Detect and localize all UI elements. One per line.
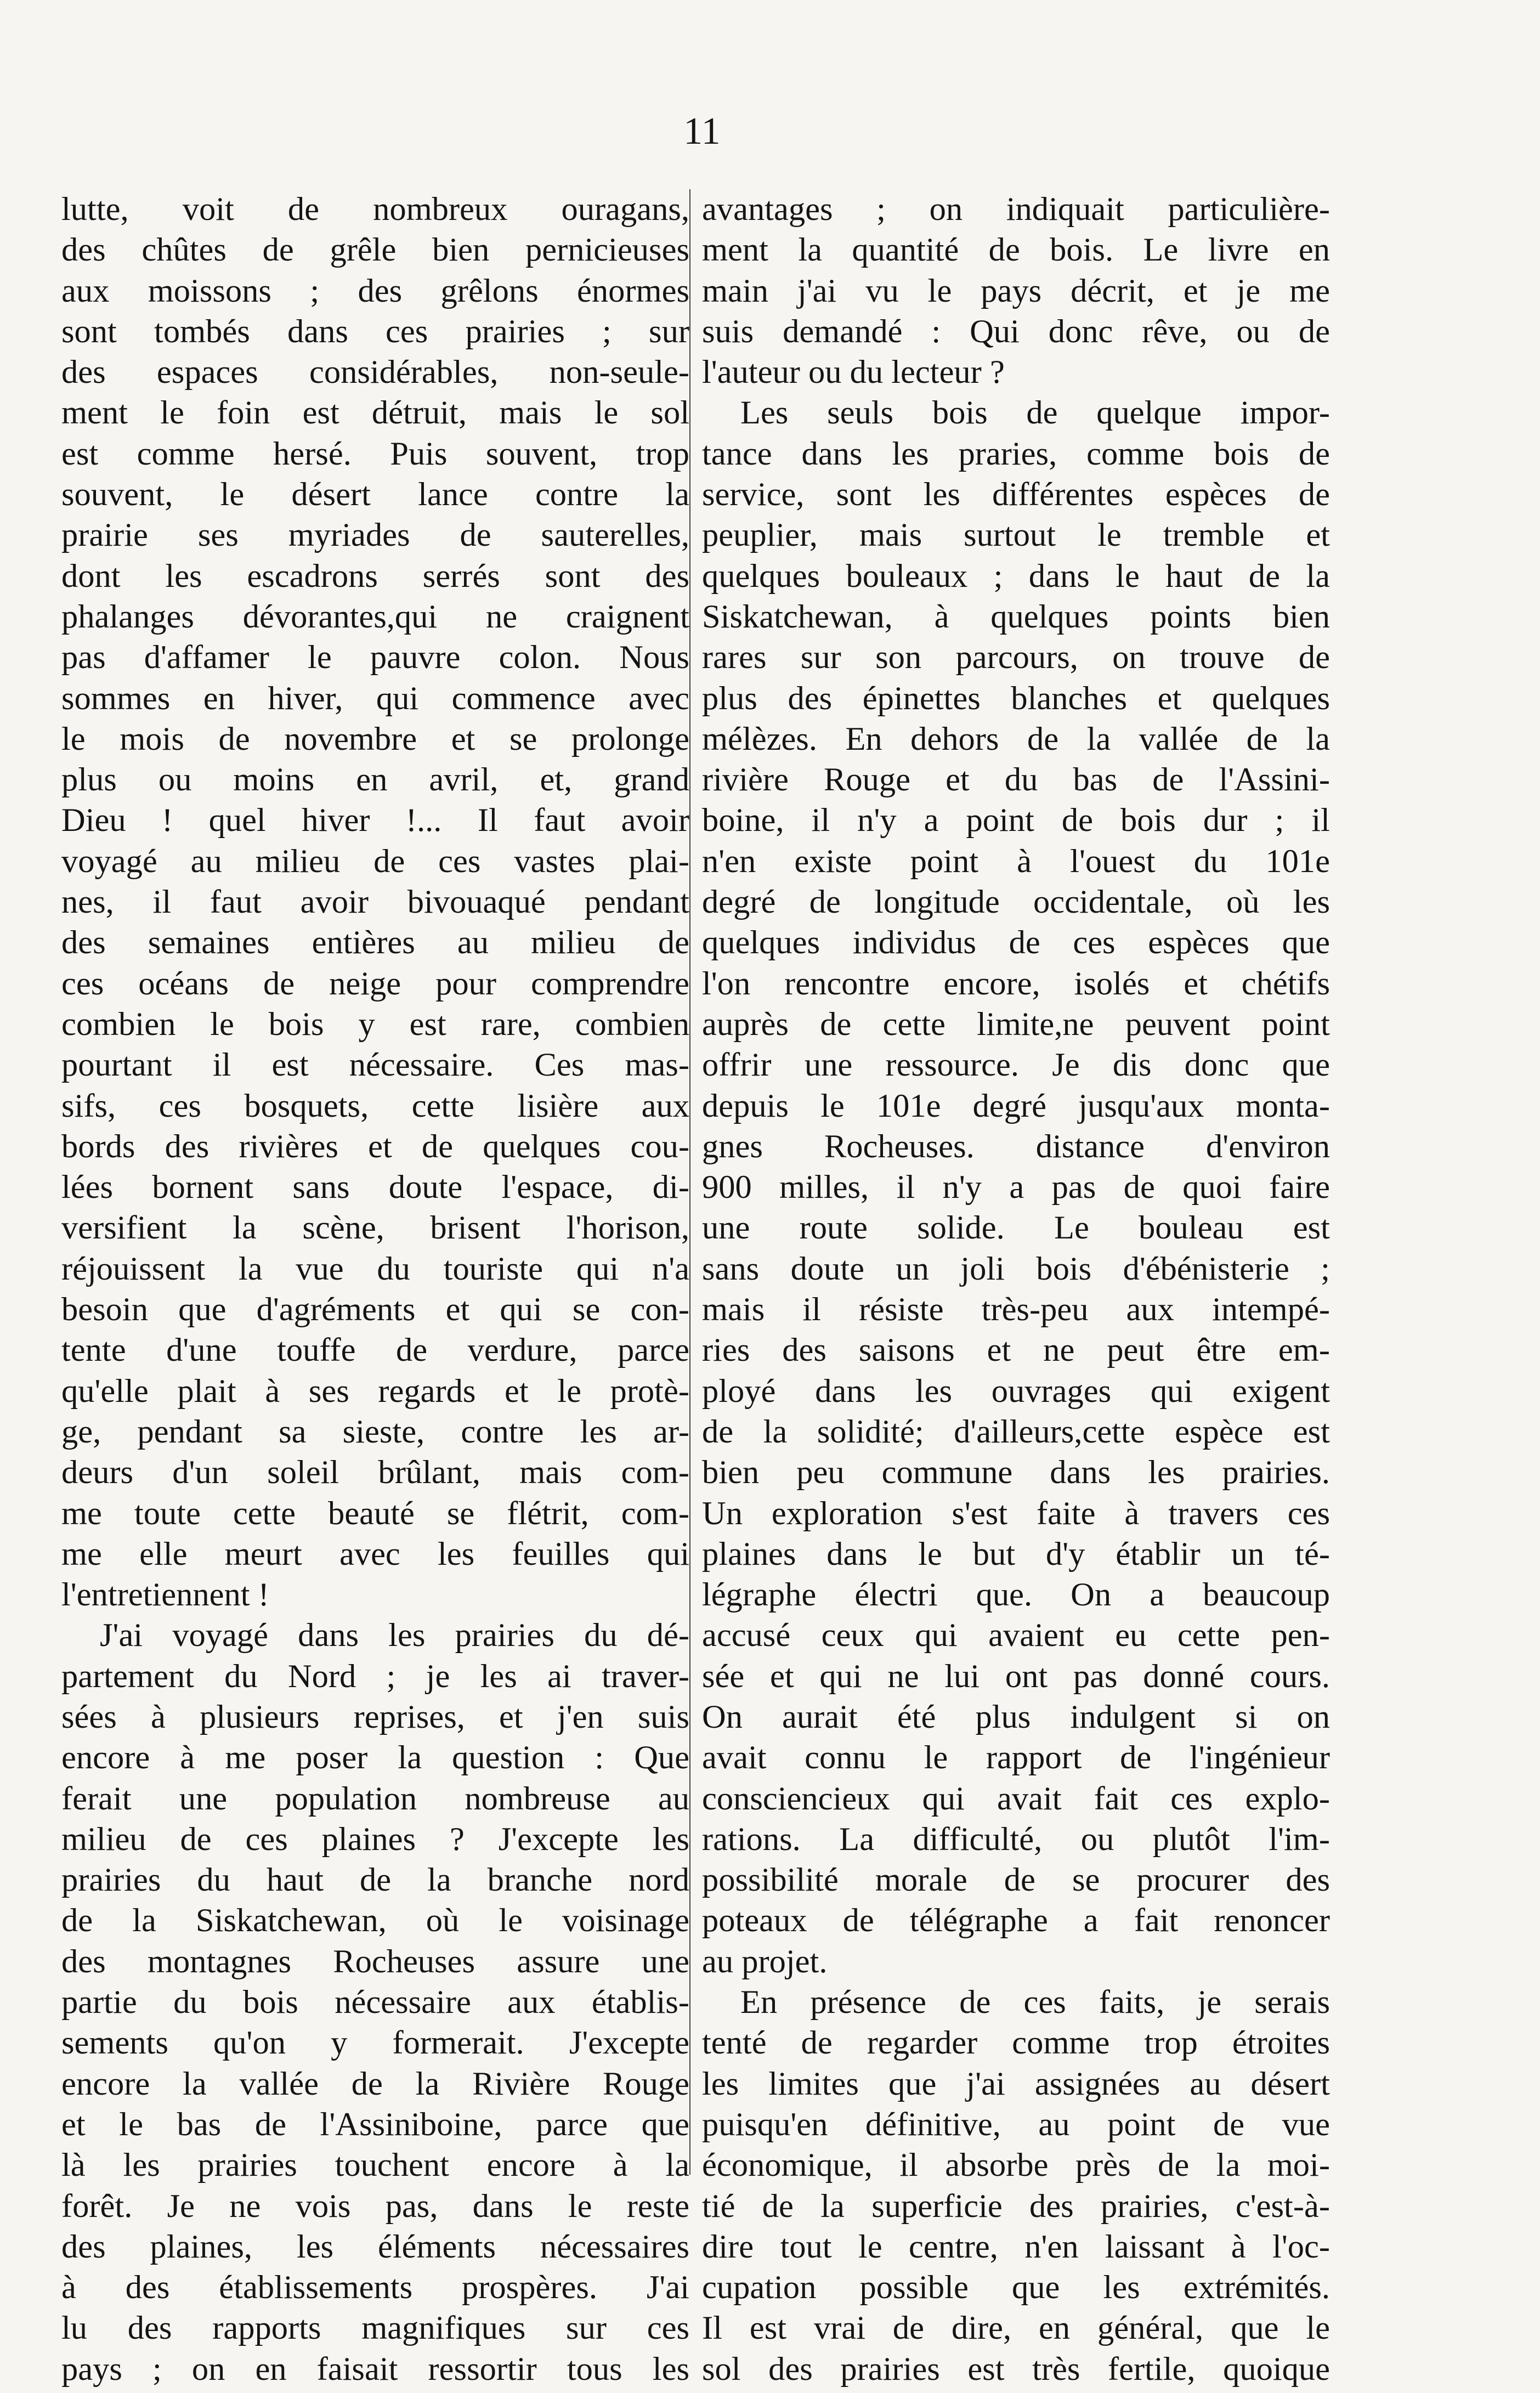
left-text-column bbox=[61, 189, 689, 2390]
text-line: poteaux de télégraphe a fait renoncer bbox=[702, 1902, 1330, 1939]
text-line: lu des rapports magnifiques sur ces bbox=[61, 2310, 689, 2347]
text-line: sées à plusieurs reprises, et j'en suis bbox=[61, 1698, 689, 1735]
text-line: J'ai voyagé dans les prairies du dé- bbox=[100, 1617, 689, 1654]
page-number: 11 bbox=[683, 110, 721, 152]
text-line: pays ; on en faisait ressortir tous les bbox=[61, 2350, 689, 2388]
text-line: économique, il absorbe près de la moi- bbox=[702, 2147, 1330, 2184]
text-line: ployé dans les ouvrages qui exigent bbox=[702, 1372, 1330, 1410]
text-line: auprès de cette limite,ne peuvent point bbox=[702, 1005, 1330, 1043]
text-line: combien le bois y est rare, combien bbox=[61, 1005, 689, 1043]
text-line: suis demandé : Qui donc rêve, ou de bbox=[702, 313, 1330, 350]
text-line: sifs, ces bosquets, cette lisière aux bbox=[61, 1087, 689, 1124]
text-line: encore à me poser la question : Que bbox=[61, 1739, 689, 1777]
text-line: degré de longitude occidentale, où les bbox=[702, 884, 1330, 921]
text-line: des chûtes de grêle bien pernicieuses bbox=[61, 231, 689, 269]
text-line: depuis le 101e degré jusqu'aux monta- bbox=[702, 1087, 1330, 1124]
text-line: me elle meurt avec les feuilles qui bbox=[61, 1535, 689, 1572]
text-line: partement du Nord ; je les ai traver- bbox=[61, 1657, 689, 1695]
text-line: milieu de ces plaines ? J'excepte les bbox=[61, 1820, 689, 1858]
text-line: rares sur son parcours, on trouve de bbox=[702, 639, 1330, 676]
text-line: voyagé au milieu de ces vastes plai- bbox=[61, 842, 689, 880]
text-line: l'on rencontre encore, isolés et chétifs bbox=[702, 965, 1330, 1002]
text-line: là les prairies touchent encore à la bbox=[61, 2147, 689, 2184]
text-line: rivière Rouge et du bas de l'Assini- bbox=[702, 761, 1330, 799]
text-line: bords des rivières et de quelques cou- bbox=[61, 1128, 689, 1165]
text-line: sements qu'on y formerait. J'excepte bbox=[61, 2024, 689, 2062]
text-line: deurs d'un soleil brûlant, mais com- bbox=[61, 1454, 689, 1491]
text-line: quelques individus de ces espèces que bbox=[702, 924, 1330, 961]
text-line: sol des prairies est très fertile, quoique bbox=[702, 2350, 1330, 2388]
text-line: ces océans de neige pour comprendre bbox=[61, 965, 689, 1002]
text-line: service, sont les différentes espèces de bbox=[702, 476, 1330, 513]
text-line: bien peu commune dans les prairies. bbox=[702, 1454, 1330, 1491]
text-line: l'auteur ou du lecteur ? bbox=[702, 354, 1005, 391]
text-line: tente d'une touffe de verdure, parce bbox=[61, 1332, 689, 1369]
text-line: besoin que d'agréments et qui se con- bbox=[61, 1291, 689, 1328]
text-line: On aurait été plus indulgent si on bbox=[702, 1698, 1330, 1735]
text-line: quelques bouleaux ; dans le haut de la bbox=[702, 557, 1330, 595]
text-line: peuplier, mais surtout le tremble et bbox=[702, 517, 1330, 554]
column-divider bbox=[689, 189, 690, 2175]
text-line: accusé ceux qui avaient eu cette pen- bbox=[702, 1617, 1330, 1654]
text-line: puisqu'en définitive, au point de vue bbox=[702, 2106, 1330, 2143]
text-line: ge, pendant sa sieste, contre les ar- bbox=[61, 1413, 689, 1450]
text-line: gnes Rocheuses. distance d'environ bbox=[702, 1128, 1330, 1165]
text-line: tié de la superficie des prairies, c'est-à- bbox=[702, 2187, 1330, 2225]
text-line: de la Siskatchewan, où le voisinage bbox=[61, 1902, 689, 1939]
text-line: pourtant il est nécessaire. Ces mas- bbox=[61, 1046, 689, 1084]
text-line: dont les escadrons serrés sont des bbox=[61, 557, 689, 595]
text-line: sée et qui ne lui ont pas donné cours. bbox=[702, 1657, 1330, 1695]
text-line: souvent, le désert lance contre la bbox=[61, 476, 689, 513]
text-line: et le bas de l'Assiniboine, parce que bbox=[61, 2106, 689, 2143]
text-line: Siskatchewan, à quelques points bien bbox=[702, 598, 1330, 635]
text-line: rations. La difficulté, ou plutôt l'im- bbox=[702, 1820, 1330, 1858]
text-line: pas d'affamer le pauvre colon. Nous bbox=[61, 639, 689, 676]
text-line: encore la vallée de la Rivière Rouge bbox=[61, 2065, 689, 2102]
text-line: les limites que j'ai assignées au désert bbox=[702, 2065, 1330, 2102]
text-line: consciencieux qui avait fait ces explo- bbox=[702, 1780, 1330, 1817]
text-line: ries des saisons et ne peut être em- bbox=[702, 1332, 1330, 1369]
text-line: lutte, voit de nombreux ouragans, bbox=[61, 191, 689, 228]
text-line: ment le foin est détruit, mais le sol bbox=[61, 394, 689, 432]
right-text-column bbox=[702, 189, 1330, 2390]
text-line: de la solidité; d'ailleurs,cette espèce est bbox=[702, 1413, 1330, 1450]
text-line: à des établissements prospères. J'ai bbox=[61, 2269, 689, 2306]
text-line: qu'elle plait à ses regards et le protè- bbox=[61, 1372, 689, 1410]
text-line: 900 milles, il n'y a pas de quoi faire bbox=[702, 1169, 1330, 1206]
text-line: sommes en hiver, qui commence avec bbox=[61, 680, 689, 717]
text-line: prairie ses myriades de sauterelles, bbox=[61, 517, 689, 554]
text-line: plaines dans le but d'y établir un té- bbox=[702, 1535, 1330, 1572]
text-line: aux moissons ; des grêlons énormes bbox=[61, 272, 689, 309]
text-line: prairies du haut de la branche nord bbox=[61, 1862, 689, 1899]
text-line: sont tombés dans ces prairies ; sur bbox=[61, 313, 689, 350]
text-line: phalanges dévorantes,qui ne craignent bbox=[61, 598, 689, 635]
text-line: une route solide. Le bouleau est bbox=[702, 1209, 1330, 1247]
text-line: boine, il n'y a point de bois dur ; il bbox=[702, 802, 1330, 839]
text-line: ment la quantité de bois. Le livre en bbox=[702, 231, 1330, 269]
text-line: réjouissent la vue du touriste qui n'a bbox=[61, 1250, 689, 1287]
text-line: n'en existe point à l'ouest du 101e bbox=[702, 842, 1330, 880]
text-line: Un exploration s'est faite à travers ces bbox=[702, 1495, 1330, 1532]
text-line: mélèzes. En dehors de la vallée de la bbox=[702, 720, 1330, 757]
text-line: versifient la scène, brisent l'horison, bbox=[61, 1209, 689, 1247]
text-line: avantages ; on indiquait particulière- bbox=[702, 191, 1330, 228]
text-line: cupation possible que les extrémités. bbox=[702, 2269, 1330, 2306]
text-line: est comme hersé. Puis souvent, trop bbox=[61, 435, 689, 472]
text-line: des semaines entières au milieu de bbox=[61, 924, 689, 961]
text-line: Il est vrai de dire, en général, que le bbox=[702, 2310, 1330, 2347]
text-line: des montagnes Rocheuses assure une bbox=[61, 1943, 689, 1980]
text-line: offrir une ressource. Je dis donc que bbox=[702, 1046, 1330, 1084]
text-line: partie du bois nécessaire aux établis- bbox=[61, 1984, 689, 2021]
text-line: Dieu ! quel hiver !... Il faut avoir bbox=[61, 802, 689, 839]
text-line: me toute cette beauté se flétrit, com- bbox=[61, 1495, 689, 1532]
text-line: main j'ai vu le pays décrit, et je me bbox=[702, 272, 1330, 309]
text-line: tenté de regarder comme trop étroites bbox=[702, 2024, 1330, 2062]
text-line: ferait une population nombreuse au bbox=[61, 1780, 689, 1817]
text-line: forêt. Je ne vois pas, dans le reste bbox=[61, 2187, 689, 2225]
text-line: En présence de ces faits, je serais bbox=[740, 1984, 1330, 2021]
text-line: l'entretiennent ! bbox=[61, 1576, 269, 1614]
text-line: lées bornent sans doute l'espace, di- bbox=[61, 1169, 689, 1206]
text-line: plus ou moins en avril, et, grand bbox=[61, 761, 689, 799]
text-line: le mois de novembre et se prolonge bbox=[61, 720, 689, 757]
text-line: des espaces considérables, non-seule- bbox=[61, 354, 689, 391]
text-line: plus des épinettes blanches et quelques bbox=[702, 680, 1330, 717]
text-line: nes, il faut avoir bivouaqué pendant bbox=[61, 884, 689, 921]
text-line: légraphe électri que. On a beaucoup bbox=[702, 1576, 1330, 1614]
text-line: des plaines, les éléments nécessaires bbox=[61, 2228, 689, 2265]
text-line: au projet. bbox=[702, 1943, 828, 1980]
text-line: avait connu le rapport de l'ingénieur bbox=[702, 1739, 1330, 1777]
text-line: mais il résiste très-peu aux intempé- bbox=[702, 1291, 1330, 1328]
text-line: sans doute un joli bois d'ébénisterie ; bbox=[702, 1250, 1330, 1287]
text-line: Les seuls bois de quelque impor- bbox=[740, 394, 1330, 432]
text-line: dire tout le centre, n'en laissant à l'oc- bbox=[702, 2228, 1330, 2265]
text-line: tance dans les praries, comme bois de bbox=[702, 435, 1330, 472]
text-line: possibilité morale de se procurer des bbox=[702, 1862, 1330, 1899]
